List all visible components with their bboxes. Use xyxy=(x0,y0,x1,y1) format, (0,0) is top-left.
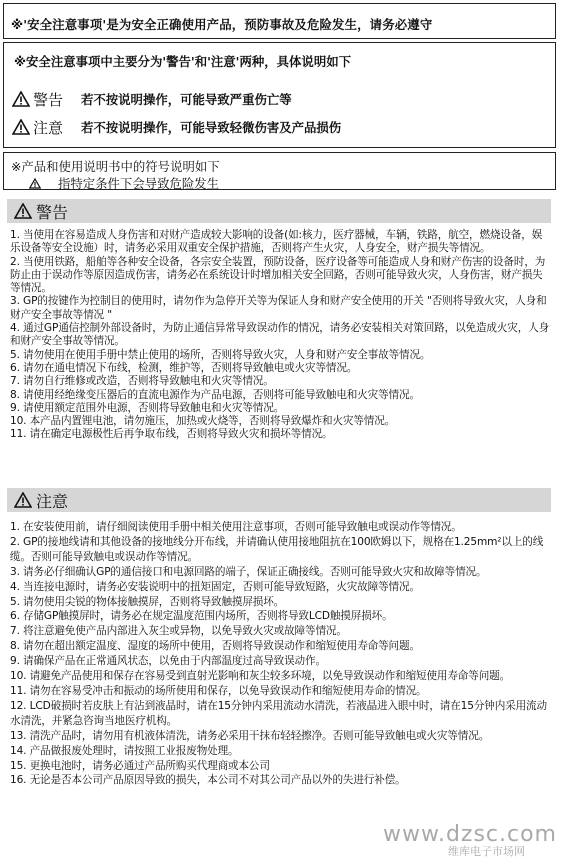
warning-list xyxy=(10,229,550,442)
list-item: 15. 更换电池时，请务必通过产品所购买代理商或本公司 xyxy=(10,759,270,772)
list-item: 16. 无论是否本公司产品原因导致的损失，本公司不对其公司产品以外的失进行补偿。 xyxy=(10,774,406,787)
warning-triangle-icon xyxy=(12,119,30,135)
warning-section-header xyxy=(7,199,551,223)
list-item: 10. 本产品内置锂电池，请勿施压，加热或火烧等，否则将导致爆炸和火灾等情况。 xyxy=(10,415,396,428)
indicator-box xyxy=(3,42,556,148)
list-item: 4. 当连接电源时，请务必安装说明中的扭矩固定，否则可能导致短路，火灾故障等情况。 xyxy=(10,580,420,593)
caution-list xyxy=(10,520,550,788)
list-item: 6. 请勿在通电情况下布线，检测，维护等，否则将导致触电或火灾等情况。 xyxy=(10,361,358,374)
indicator-caution-desc: 若不按说明操作，可能导致轻微伤害及产品损伤 xyxy=(81,120,342,135)
symbol-box xyxy=(3,152,556,190)
symbol-desc: 指特定条件下会导致危险发生 xyxy=(58,176,220,191)
list-item: 7. 请勿自行维修或改造，否则将导致触电和火灾等情况。 xyxy=(10,375,274,388)
list-item: 2. GP的接地线请和其他设备的接地线分开布线，并请确认使用接地阻抗在100欧姆以下，规格在1.25mm²以上的线缆。否则可能导致触电或误动作等情况。 xyxy=(10,535,544,563)
list-item: 7. 将注意避免使产品内部进入灰尘或异物，以免导致火灾或故障等情况。 xyxy=(10,625,347,638)
list-item: 4. 通过GP通信控制外部设备时，为防止通信异常导致误动作的情况，请务必安装相关对策回路，以免造成火灾，人身和财产安全事故等情况。 xyxy=(10,322,550,348)
list-item: 9. 请使用额定范围外电源，否则将导致触电和火灾等情况。 xyxy=(10,401,285,414)
list-item: 10. 请避免产品使用和保存在容易受到直射光影响和灰尘较多环境，以免导致误动作和缩短使用寿命等问题。 xyxy=(10,670,511,683)
list-item: 6. 存储GP触摸屏时，请务必在规定温度范围内场所，否则将导致LCD触摸屏损坏。 xyxy=(10,610,393,623)
list-item: 12. LCD破损时若皮肤上有沾到液晶时，请在15分钟内采用流动水清洗，若液晶进入眼中时，请在15分钟内采用流动水清洗，并紧急咨询当地医疗机构。 xyxy=(10,699,547,727)
intro-line-1: ※'安全注意事项'是为安全正确使用产品，预防事故及危险发生，请务必遵守 xyxy=(11,17,433,32)
warning-triangle-icon xyxy=(14,492,32,508)
list-item: 5. 请勿使用尖锐的物体接触摸屏，否则将导致触摸屏损坏。 xyxy=(10,595,285,608)
watermark-cn-text: 维库电子市场网 xyxy=(448,845,525,858)
symbol-heading: ※产品和使用说明书中的符号说明如下 xyxy=(11,159,220,174)
indicator-warning-row xyxy=(12,88,292,110)
list-item: 13. 清洗产品时，请勿用有机液体清洗，请务必采用干抹布轻轻擦净。否则可能导致触电或火灾等情况。 xyxy=(10,729,490,742)
caution-section-title: 注意 xyxy=(36,491,69,511)
list-item: 5. 请勿使用在使用手册中禁止使用的场所，否则将导致火灾，人身和财产安全事故等情况。 xyxy=(10,348,431,361)
indicator-caution-row xyxy=(12,116,341,138)
list-item: 3. GP的按键作为控制目的使用时，请勿作为急停开关等为保证人身和财产安全使用的开关 "否则将导致火灾，人身和财产安全事故等情况 " xyxy=(10,295,547,321)
list-item: 11. 请在确定电源极性后再争取布线，否则将导致火灾和损坏等情况。 xyxy=(10,428,333,441)
list-item: 8. 请使用经绝缘变压器后的直流电源作为产品电源，否则将可能导致触电和火灾等情况。 xyxy=(10,388,420,401)
indicator-caution-label: 注意 xyxy=(33,118,64,137)
caution-section-header xyxy=(7,488,551,512)
intro-box xyxy=(3,3,556,39)
list-item: 1. 在安装使用前，请仔细阅读使用手册中相关使用注意事项，否则可能导致触电或误动作等情况。 xyxy=(10,521,462,533)
list-item: 8. 请勿在超出额定温度、湿度的场所中使用，否则将导致误动作和缩短使用寿命等问题。 xyxy=(10,640,420,653)
list-item: 11. 请勿在容易受冲击和振动的场所使用和保存，以免导致误动作和缩短使用寿命的情况。 xyxy=(10,684,427,697)
symbol-item xyxy=(29,174,219,192)
watermark-text: www.dzsc.com xyxy=(382,822,557,847)
warning-section-title: 警告 xyxy=(36,202,69,222)
warning-triangle-icon xyxy=(12,91,30,107)
list-item: 3. 请务必仔细确认GP的通信接口和电源回路的端子，保证正确接线。否则可能导致火灾和故障等情况。 xyxy=(10,565,487,578)
list-item: 2. 当使用铁路，船舶等各种安全设备，各宗安全装置，预防设备，医疗设备等可能造成人身和财产伤害的设备时，为防止由于误动作等原因造成伤害，请务必在系统设计时增加相关安全回路，否则可能导致火灾，人身伤害，财产损失等情况。 xyxy=(10,255,546,295)
list-item: 1. 当使用在容易造成人身伤害和对财产造成较大影响的设备(如:核力，医疗器械，车辆，铁路，航空，燃烧设备，娱乐设备等安全设施）时，请务必采用双重安全保护措施，否则将产生火灾，人身安全，财产损失等情况。 xyxy=(10,229,543,255)
intro-line-2: ※安全注意事项中主要分为'警告'和'注意'两种，具体说明如下 xyxy=(14,54,351,69)
indicator-warning-desc: 若不按说明操作，可能导致严重伤亡等 xyxy=(81,92,292,107)
list-item: 14. 产品做报废处理时，请按照工业报废物处理。 xyxy=(10,744,239,757)
warning-triangle-icon xyxy=(14,203,32,219)
indicator-warning-label: 警告 xyxy=(33,90,64,109)
warning-triangle-icon xyxy=(29,178,41,189)
list-item: 9. 请确保产品在正常通风状态，以免由于内部温度过高导致误动作。 xyxy=(10,655,326,668)
